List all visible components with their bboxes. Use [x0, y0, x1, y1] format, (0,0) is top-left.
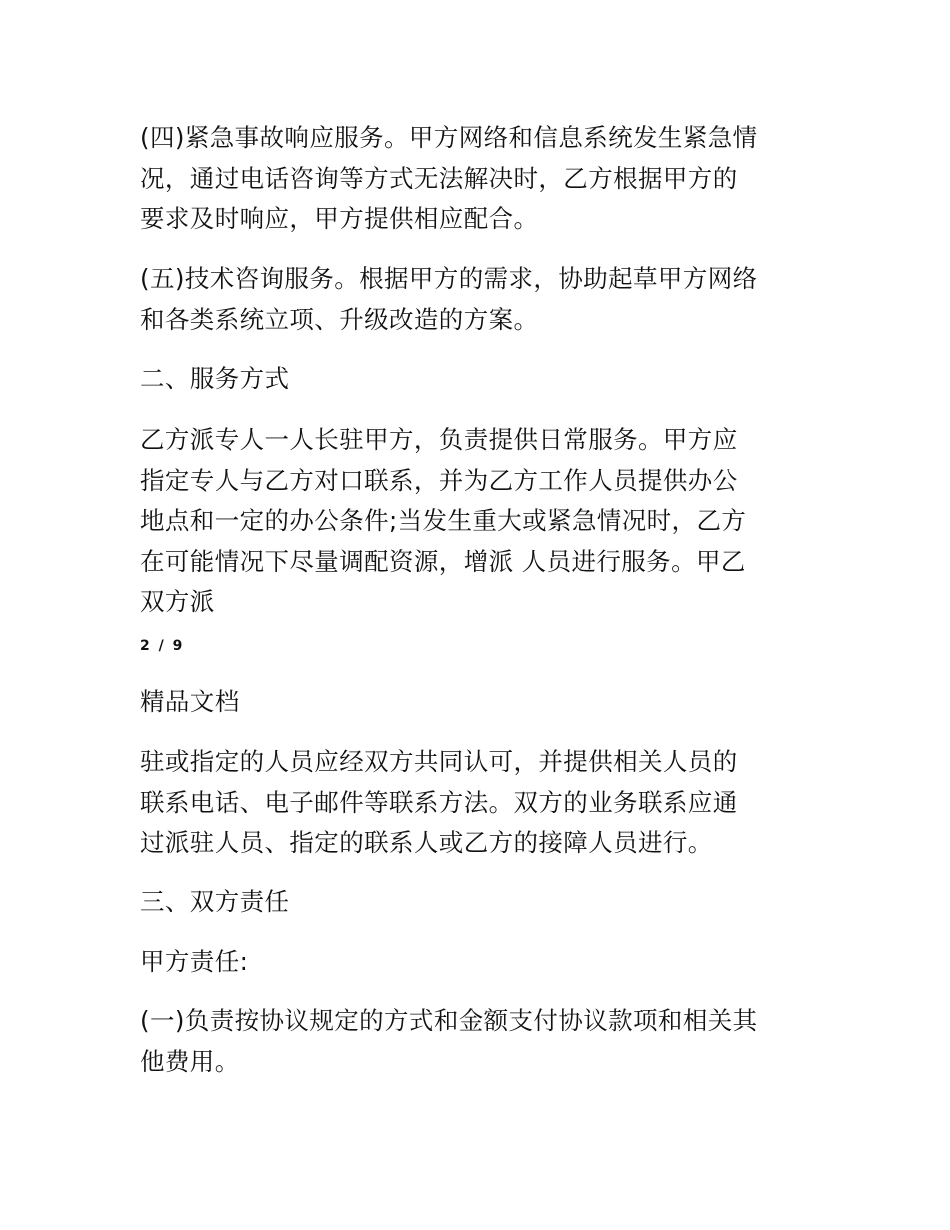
text-line: (一)负责按协议规定的方式和金额支付协议款项和相关其: [140, 1006, 758, 1035]
paragraph-payment-duty: [140, 1001, 820, 1082]
heading-text: 二、服务方式: [140, 364, 290, 393]
section-heading-responsibilities: [140, 882, 820, 923]
text-line: (五)技术咨询服务。根据甲方的需求，协助起草甲方网络: [140, 264, 758, 293]
text-line: 乙方派专人一人长驻甲方，负责提供日常服务。甲方应: [140, 425, 738, 454]
subheading-party-a-responsibilities: [140, 942, 820, 983]
text-line: 和各类系统立项、升级改造的方案。: [140, 304, 539, 334]
page-header-label: [140, 682, 820, 723]
text-line: 地点和一定的办公条件;当发生重大或紧急情况时，乙方: [140, 506, 747, 535]
text-line: 指定专人与乙方对口联系，并为乙方工作人员提供办公: [140, 465, 738, 495]
section-heading-service-method: [140, 359, 820, 400]
paragraph-service-method: [140, 420, 820, 623]
text-line: 在可能情况下尽量调配资源，增派 人员进行服务。甲乙: [140, 546, 746, 576]
text-line: 他费用。: [140, 1046, 240, 1076]
text-line: 过派驻人员、指定的联系人或乙方的接障人员进行。: [140, 828, 713, 857]
paragraph-technical-consulting: [140, 259, 820, 340]
header-text: 精品文档: [140, 687, 240, 716]
text-line: (四)紧急事故响应服务。甲方网络和信息系统发生紧急情: [140, 123, 758, 152]
heading-text: 三、双方责任: [140, 887, 290, 916]
text-line: 要求及时响应，甲方提供相应配合。: [140, 204, 539, 233]
text-line: 驻或指定的人员应经双方共同认可，并提供相关人员的: [140, 747, 738, 776]
text-line: 联系电话、电子邮件等联系方法。双方的业务联系应通: [140, 787, 738, 817]
subheading-text: 甲方责任:: [140, 947, 249, 976]
paragraph-emergency-response: [140, 118, 820, 240]
paragraph-personnel-contact: [140, 742, 820, 864]
text-line: 况，通过电话咨询等方式无法解决时，乙方根据甲方的: [140, 163, 738, 193]
text-line: 双方派: [140, 587, 215, 616]
page-number: 2 / 9: [140, 638, 185, 654]
